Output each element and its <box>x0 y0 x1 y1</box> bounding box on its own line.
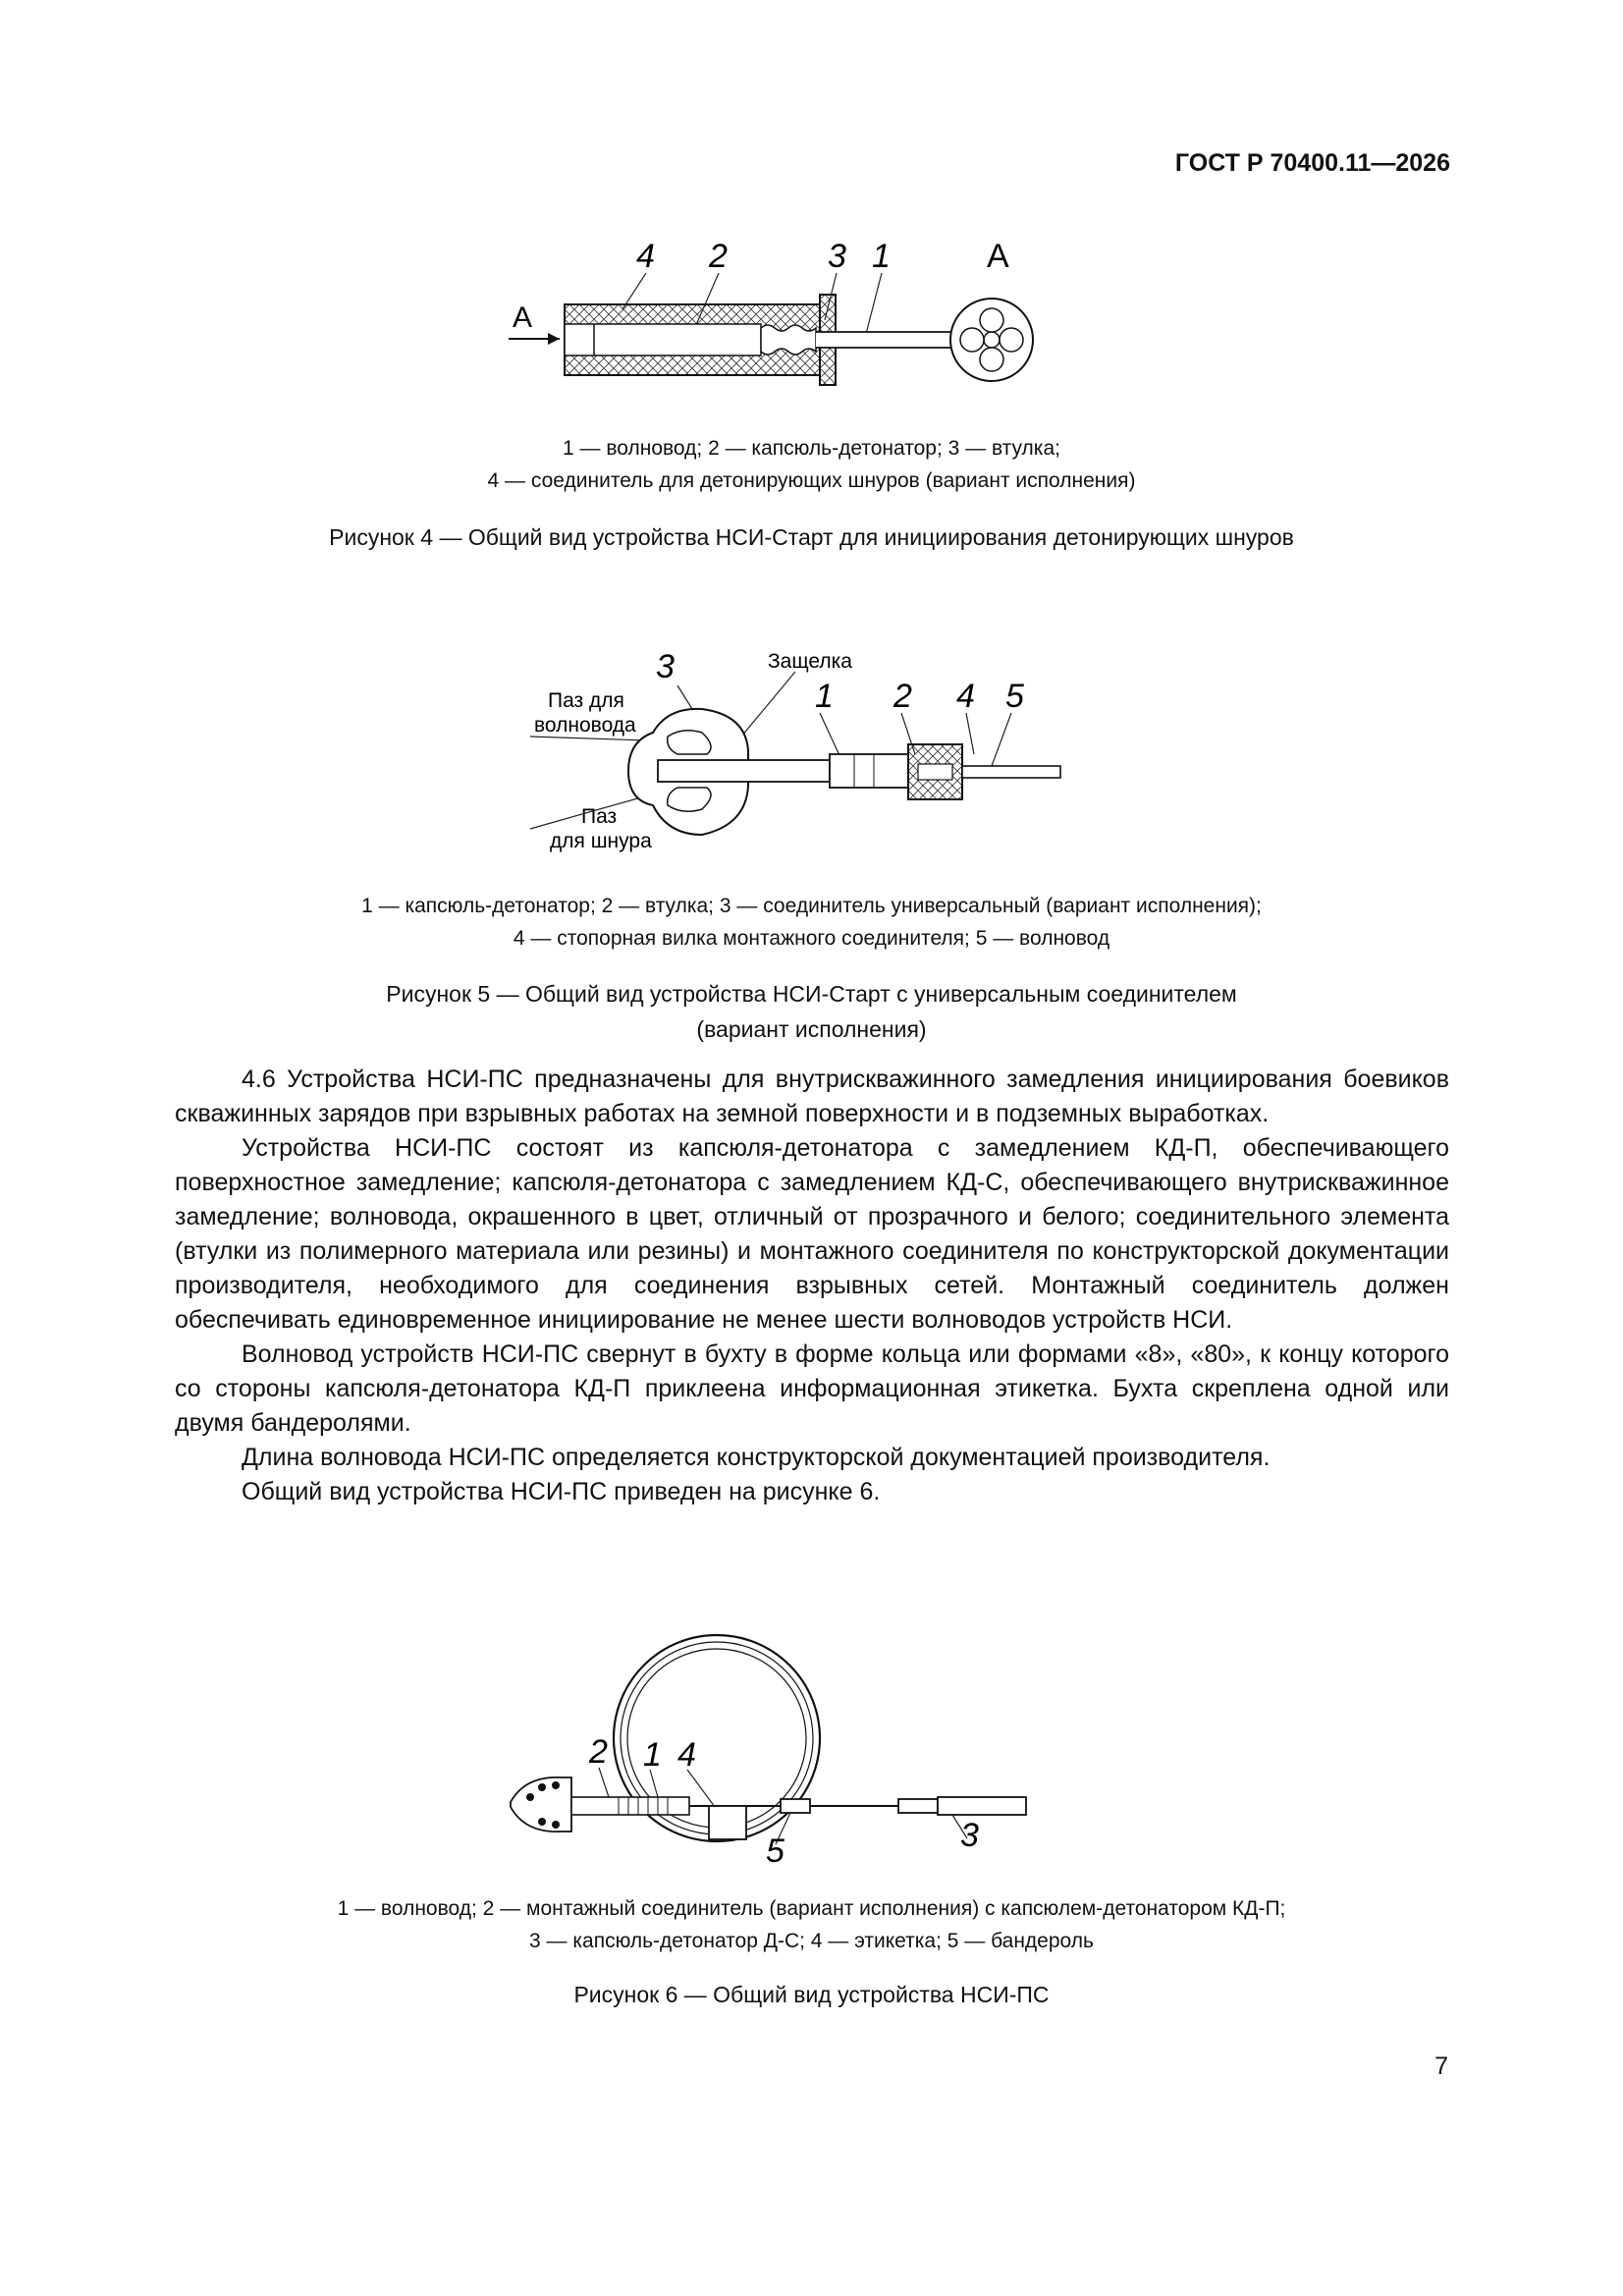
fig5-label-1: 1 <box>815 678 834 715</box>
fig5-groove-cord-2: для шнура <box>550 830 652 852</box>
fig6-label-3: 3 <box>960 1817 979 1854</box>
paragraph-figure-ref: Общий вид устройства НСИ-ПС приведен на рисунке 6. <box>242 1478 881 1505</box>
fig6-label-2: 2 <box>589 1733 608 1771</box>
figure-5-drawing <box>520 638 1070 864</box>
page-number: 7 <box>1434 2052 1448 2080</box>
figure-4-drawing <box>491 226 1080 422</box>
figure-6-drawing <box>491 1630 1041 1866</box>
body-text <box>175 1063 1449 1509</box>
fig4-label-4: 4 <box>636 238 655 275</box>
figure-4-caption: Рисунок 4 — Общий вид устройства НСИ-Старт для инициирования детонирующих шнуров <box>329 524 1294 550</box>
fig4-label-3: 3 <box>828 238 846 275</box>
figure-6-caption: Рисунок 6 — Общий вид устройства НСИ-ПС <box>573 1982 1050 2007</box>
fig6-label-1: 1 <box>643 1736 662 1774</box>
fig5-label-2: 2 <box>893 678 912 715</box>
fig6-label-5: 5 <box>766 1832 784 1866</box>
fig5-label-3: 3 <box>656 648 675 685</box>
fig4-legend-line-2: 4 — соединитель для детонирующих шнуров (вариант исполнения) <box>487 469 1136 492</box>
fig5-groove-waveguide-2: волновода <box>534 714 636 737</box>
fig4-view-label: А <box>987 238 1009 275</box>
fig4-arrow-label: А <box>513 301 533 334</box>
fig4-label-2: 2 <box>709 238 728 275</box>
fig5-groove-cord-1: Паз <box>581 805 618 828</box>
fig6-label-4: 4 <box>677 1736 696 1774</box>
paragraph-4-6: 4.6 Устройства НСИ-ПС предназначены для внутрискважинного замедления инициирования боевиков скважинных зарядов при взрывных работах на земной поверхности и в подземных выработках. <box>175 1066 1449 1127</box>
paragraph-composition: Устройства НСИ-ПС состоят из капсюля-детонатора с замедлением КД-П, обеспечивающего поверхностное замедление; капсюля-детонатора с замедлением КД-С, обеспечивающего внутрискважинное замедление; волновода, окрашенного в цвет, отличный от прозрачного и белого; соединительного элемента (втулки из полимерного материала или резины) и монтажного соединителя по конструкторской документации производителя, необходимого для соединения взрывных сетей. Монтажный соединитель должен обеспечивать единовременное инициирование не менее шести волноводов устройств НСИ. <box>175 1134 1449 1334</box>
fig5-label-5: 5 <box>1005 678 1024 715</box>
fig5-legend-line-1: 1 — капсюль-детонатор; 2 — втулка; 3 — соединитель универсальный (вариант исполнения); <box>361 895 1262 917</box>
fig6-legend-line-2: 3 — капсюль-детонатор Д-С; 4 — этикетка; 5 — бандероль <box>529 1930 1094 1952</box>
fig5-groove-waveguide-1: Паз для <box>548 689 624 712</box>
fig6-legend-line-1: 1 — волновод; 2 — монтажный соединитель (вариант исполнения) с капсюлем-детонатором КД-П; <box>337 1897 1286 1920</box>
fig5-caption-line-1: Рисунок 5 — Общий вид устройства НСИ-Старт с универсальным соединителем <box>386 981 1237 1007</box>
figure-6-legend <box>0 1892 1623 1957</box>
fig5-caption-line-2: (вариант исполнения) <box>696 1016 927 1042</box>
document-id: ГОСТ Р 70400.11—2026 <box>1174 149 1450 177</box>
figure-4-legend <box>0 432 1623 497</box>
fig5-latch-label: Защелка <box>768 650 852 673</box>
figure-5-caption <box>0 976 1623 1047</box>
fig4-legend-line-1: 1 — волновод; 2 — капсюль-детонатор; 3 — втулка; <box>563 437 1060 460</box>
fig5-label-4: 4 <box>956 678 975 715</box>
figure-5-legend <box>0 890 1623 955</box>
fig4-label-1: 1 <box>872 238 891 275</box>
paragraph-coil: Волновод устройств НСИ-ПС свернут в бухту в форме кольца или формами «8», «80», к концу которого со стороны капсюля-детонатора КД-П приклеена информационная этикетка. Бухта скреплена одной или двумя бандеролями. <box>175 1340 1449 1437</box>
fig5-legend-line-2: 4 — стопорная вилка монтажного соединителя; 5 — волновод <box>513 927 1110 950</box>
paragraph-length: Длина волновода НСИ-ПС определяется конструкторской документацией производителя. <box>242 1444 1271 1471</box>
